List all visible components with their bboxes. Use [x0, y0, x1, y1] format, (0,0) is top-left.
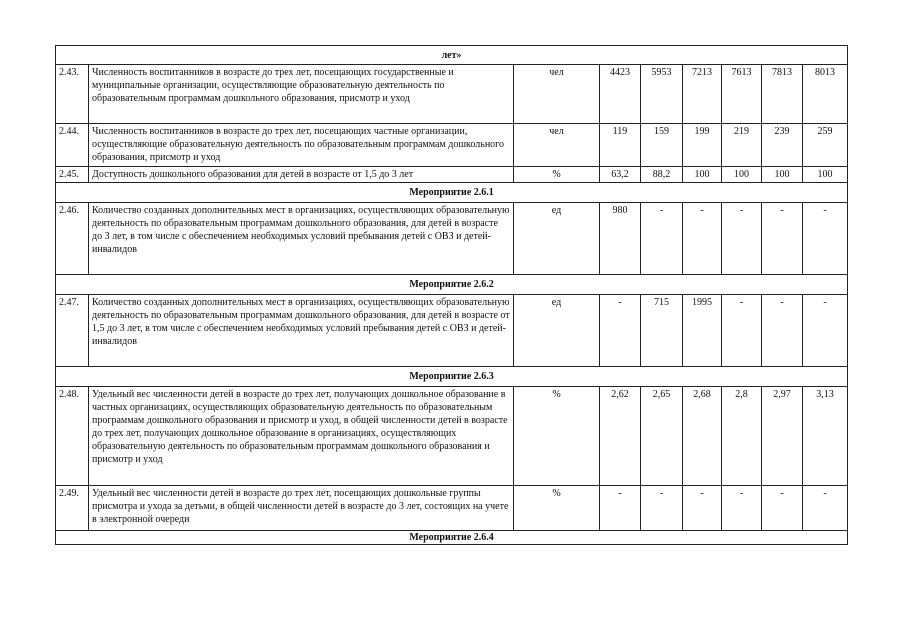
value-cell: 88,2 [641, 167, 683, 183]
row-number: 2.43. [56, 65, 89, 124]
value-cell: 8013 [803, 65, 848, 124]
value-cell: 100 [722, 167, 762, 183]
unit-cell: % [514, 387, 600, 486]
unit-cell: чел [514, 124, 600, 167]
value-cell: - [803, 203, 848, 275]
value-cell: - [762, 295, 803, 367]
section-title: Мероприятие 2.6.2 [56, 275, 848, 295]
row-number: 2.46. [56, 203, 89, 275]
value-cell: 2,97 [762, 387, 803, 486]
value-cell: 5953 [641, 65, 683, 124]
value-cell: - [762, 486, 803, 531]
indicator-name: Численность воспитанников в возрасте до трех лет, посещающих государственные и муниципальные организации, осуществляющие образовательную деятельность по образовательным программам дошкольного образования, присмотр и уход [89, 65, 514, 124]
value-cell: - [600, 295, 641, 367]
value-cell: - [803, 295, 848, 367]
indicators-table [55, 45, 848, 545]
section-row [56, 531, 848, 545]
value-cell: - [641, 203, 683, 275]
value-cell: 7213 [683, 65, 722, 124]
value-cell: - [803, 486, 848, 531]
value-cell: 199 [683, 124, 722, 167]
unit-cell: ед [514, 295, 600, 367]
value-cell: - [722, 203, 762, 275]
section-title: Мероприятие 2.6.4 [56, 531, 848, 545]
indicator-name: Удельный вес численности детей в возрасте до трех лет, посещающих дошкольные группы присмотра и ухода за детьми, в общей численности детей в возрасте до 3 лет, состоящих на учете в электронной очереди [89, 486, 514, 531]
value-cell: - [683, 486, 722, 531]
row-number: 2.48. [56, 387, 89, 486]
row-number: 2.49. [56, 486, 89, 531]
row-number: 2.44. [56, 124, 89, 167]
value-cell: - [641, 486, 683, 531]
value-cell: 2,65 [641, 387, 683, 486]
value-cell: 259 [803, 124, 848, 167]
value-cell: - [683, 203, 722, 275]
unit-cell: чел [514, 65, 600, 124]
value-cell: 239 [762, 124, 803, 167]
row-number: 2.45. [56, 167, 89, 183]
value-cell: 3,13 [803, 387, 848, 486]
table-row [56, 486, 848, 531]
value-cell: - [722, 295, 762, 367]
value-cell: 2,62 [600, 387, 641, 486]
table-row [56, 203, 848, 275]
value-cell: 7813 [762, 65, 803, 124]
table-row [56, 167, 848, 183]
indicator-name: Удельный вес численности детей в возрасте до трех лет, получающих дошкольное образование в частных организациях, осуществляющих образовательную деятельность по образовательным программам дошкольного образования и присмотр и уход, в общей численности детей в возрасте до трех лет, получающих дошкольное образование в организациях, осуществляющих образовательную деятельность по образовательным программам дошкольного образования и присмотр и уход [89, 387, 514, 486]
section-row [56, 367, 848, 387]
value-cell: 63,2 [600, 167, 641, 183]
table-row [56, 295, 848, 367]
value-cell: 100 [683, 167, 722, 183]
section-row [56, 183, 848, 203]
indicator-name: Количество созданных дополнительных мест в организациях, осуществляющих образовательную деятельность по образовательным программам дошкольного образования, для детей в возрасте до 3 лет, в том числе с обеспечением необходимых условий пребывания детей с ОВЗ и детей-инвалидов [89, 203, 514, 275]
table-row [56, 387, 848, 486]
section-row [56, 275, 848, 295]
value-cell: 715 [641, 295, 683, 367]
row-number: 2.47. [56, 295, 89, 367]
value-cell: 159 [641, 124, 683, 167]
indicator-name: Доступность дошкольного образования для детей в возрасте от 1,5 до 3 лет [89, 167, 514, 183]
value-cell: - [722, 486, 762, 531]
unit-cell: % [514, 167, 600, 183]
unit-cell: ед [514, 203, 600, 275]
value-cell: 219 [722, 124, 762, 167]
table-row [56, 124, 848, 167]
indicator-name: Количество созданных дополнительных мест в организациях, осуществляющих образовательную деятельность по образовательным программам дошкольного образования, для детей в возрасте от 1,5 до 3 лет, в том числе с обеспечением необходимых условий пребывания детей с ОВЗ и детей-инвалидов [89, 295, 514, 367]
value-cell: 2,8 [722, 387, 762, 486]
value-cell: 119 [600, 124, 641, 167]
value-cell: 100 [803, 167, 848, 183]
value-cell: 100 [762, 167, 803, 183]
value-cell: - [762, 203, 803, 275]
unit-cell: % [514, 486, 600, 531]
indicator-name: Численность воспитанников в возрасте до трех лет, посещающих частные организации, осуществляющие образовательную деятельность по образовательным программам дошкольного образования, присмотр и уход [89, 124, 514, 167]
value-cell: 1995 [683, 295, 722, 367]
section-row [56, 46, 848, 65]
value-cell: 4423 [600, 65, 641, 124]
value-cell: 980 [600, 203, 641, 275]
section-title: Мероприятие 2.6.3 [56, 367, 848, 387]
section-title: лет» [56, 46, 848, 65]
value-cell: 2,68 [683, 387, 722, 486]
table-row [56, 65, 848, 124]
section-title: Мероприятие 2.6.1 [56, 183, 848, 203]
value-cell: 7613 [722, 65, 762, 124]
value-cell: - [600, 486, 641, 531]
